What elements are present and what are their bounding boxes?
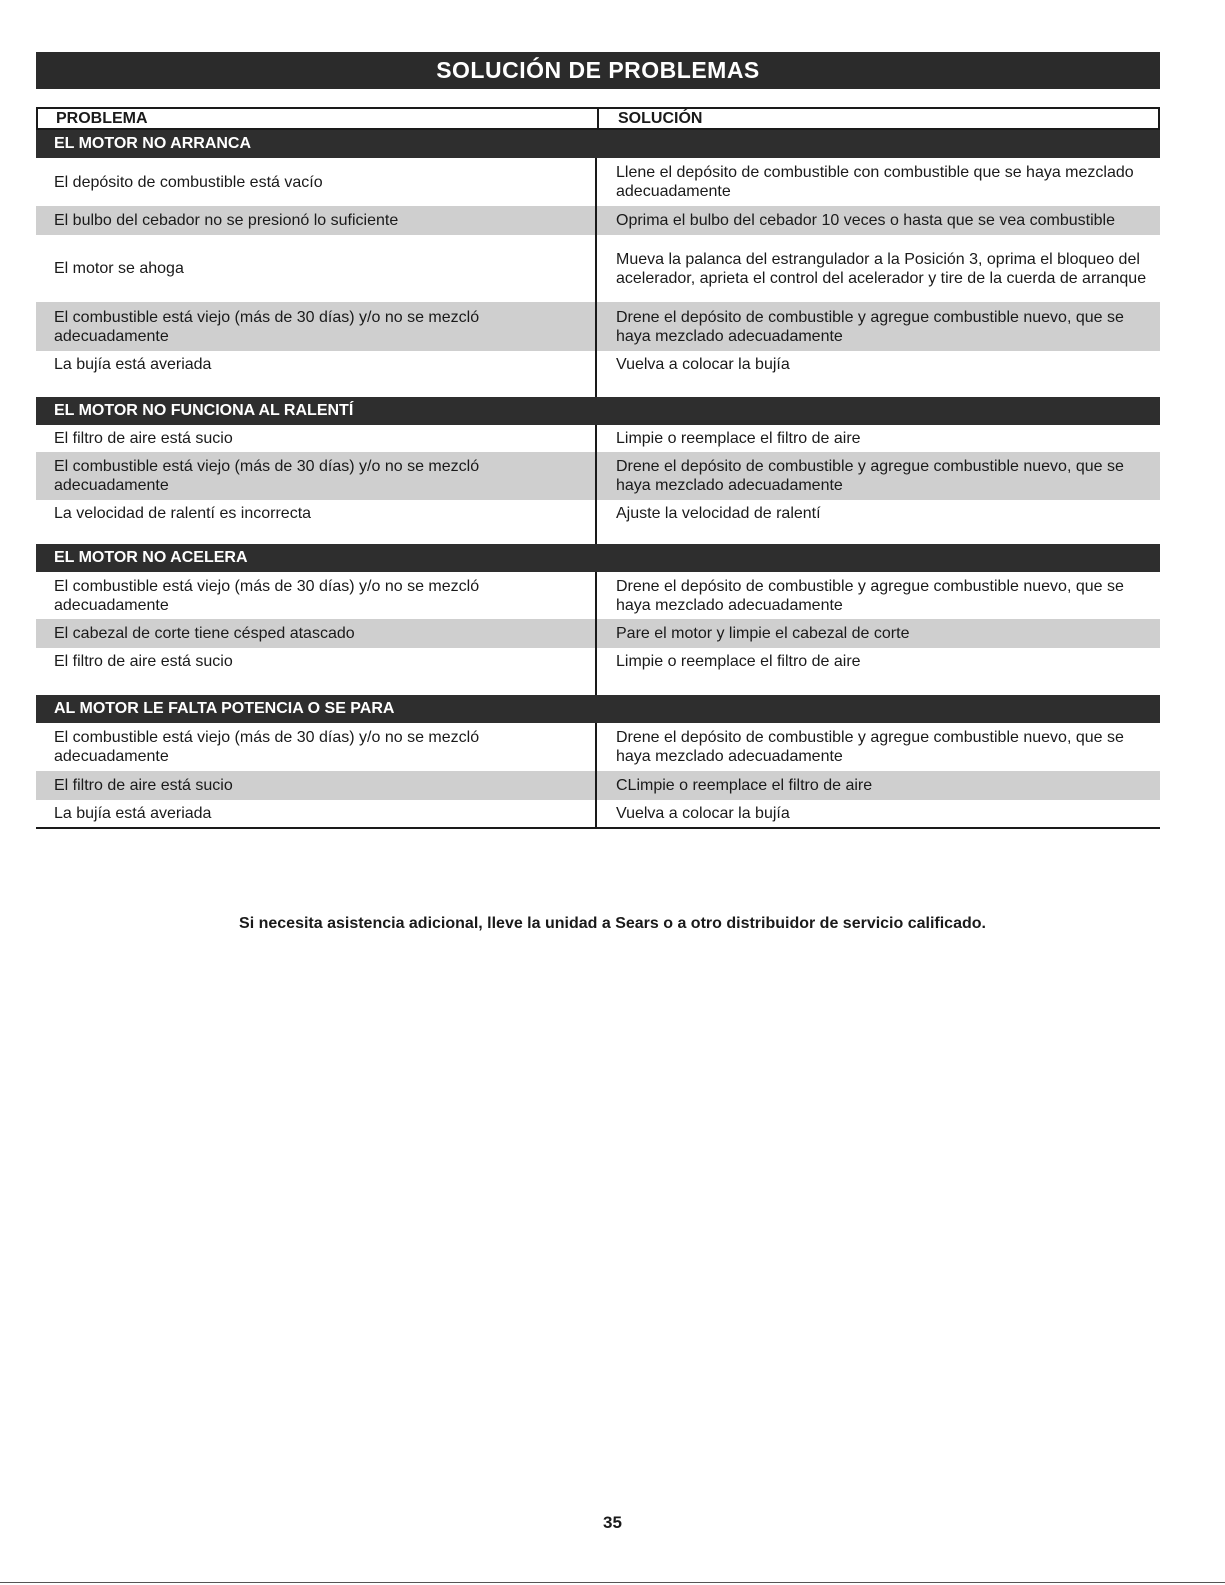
row-spacer <box>36 675 1160 695</box>
problem-cell: El combustible está viejo (más de 30 días) y/o no se mezcló adecuadamente <box>36 572 597 619</box>
problem-cell: El depósito de combustible está vacío <box>36 158 597 206</box>
table-row <box>36 302 1160 351</box>
table-row <box>36 158 1160 206</box>
table-row <box>36 351 1160 377</box>
column-header-solution: SOLUCIÓN <box>618 110 703 127</box>
solution-cell: CLimpie o reemplace el filtro de aire <box>616 777 873 794</box>
section-heading-no-acelera <box>36 544 1160 572</box>
table-row <box>36 723 1160 771</box>
section-heading-falta-potencia <box>36 695 1160 723</box>
page-number: 35 <box>603 1513 622 1532</box>
solution-cell: Drene el depósito de combustible y agregue combustible nuevo, que se haya mezclado adecuadamente <box>616 308 1124 345</box>
section-heading-text: EL MOTOR NO ACELERA <box>54 549 248 566</box>
problem-cell: El filtro de aire está sucio <box>36 425 597 452</box>
section-heading-text: EL MOTOR NO ARRANCA <box>54 135 252 152</box>
problem-cell: La bujía está averiada <box>36 800 597 827</box>
table-row <box>36 771 1160 800</box>
solution-cell: Drene el depósito de combustible y agregue combustible nuevo, que se haya mezclado adecuadamente <box>616 458 1124 494</box>
section-heading-text: AL MOTOR LE FALTA POTENCIA O SE PARA <box>54 700 395 717</box>
solution-cell: Vuelva a colocar la bujía <box>616 355 790 373</box>
table-row <box>36 619 1160 648</box>
column-header-problem: PROBLEMA <box>38 109 599 128</box>
table-row <box>36 452 1160 500</box>
assistance-note: Si necesita asistencia adicional, lleve la unidad a Sears o a otro distribuidor de servicio calificado. <box>239 915 986 932</box>
solution-cell: Pare el motor y limpie el cabezal de corte <box>616 625 910 642</box>
problem-cell: La bujía está averiada <box>36 351 597 377</box>
problem-cell: El motor se ahoga <box>36 235 597 302</box>
table-row <box>36 206 1160 235</box>
table-row <box>36 500 1160 527</box>
solution-cell: Ajuste la velocidad de ralentí <box>616 505 821 522</box>
problem-cell: El cabezal de corte tiene césped atascado <box>36 619 597 648</box>
solution-cell: Oprima el bulbo del cebador 10 veces o hasta que se vea combustible <box>616 212 1115 229</box>
table-row <box>36 648 1160 675</box>
section-heading-no-arranca <box>36 130 1160 158</box>
section-heading-no-ralenti <box>36 397 1160 425</box>
problem-cell: El filtro de aire está sucio <box>36 648 597 675</box>
section-heading-text: EL MOTOR NO FUNCIONA AL RALENTÍ <box>54 402 354 419</box>
solution-cell: Limpie o reemplace el filtro de aire <box>616 653 861 670</box>
solution-cell: Limpie o reemplace el filtro de aire <box>616 430 861 447</box>
solution-cell: Drene el depósito de combustible y agregue combustible nuevo, que se haya mezclado adecuadamente <box>616 729 1124 765</box>
solution-cell: Vuelva a colocar la bujía <box>616 805 790 822</box>
row-spacer <box>36 527 1160 544</box>
problem-cell: El filtro de aire está sucio <box>36 771 597 800</box>
solution-cell: Drene el depósito de combustible y agregue combustible nuevo, que se haya mezclado adecuadamente <box>616 577 1124 614</box>
table-row <box>36 425 1160 452</box>
solution-cell: Llene el depósito de combustible con combustible que se haya mezclado adecuadamente <box>616 164 1134 200</box>
solution-cell: Mueva la palanca del estrangulador a la Posición 3, oprima el bloqueo del acelerador, aprieta el control del acelerador y tire de la cuerda de arranque <box>616 250 1147 287</box>
table-row <box>36 235 1160 302</box>
table-row <box>36 800 1160 827</box>
problem-cell: El combustible está viejo (más de 30 días) y/o no se mezcló adecuadamente <box>36 452 597 500</box>
problem-cell: El bulbo del cebador no se presionó lo suficiente <box>36 206 597 235</box>
troubleshooting-table <box>36 107 1160 829</box>
row-spacer <box>36 377 1160 397</box>
table-header <box>36 107 1160 130</box>
page-bottom-rule <box>0 1582 1225 1583</box>
problem-cell: El combustible está viejo (más de 30 días) y/o no se mezcló adecuadamente <box>36 302 597 351</box>
problem-cell: El combustible está viejo (más de 30 días) y/o no se mezcló adecuadamente <box>36 723 597 771</box>
problem-cell: La velocidad de ralentí es incorrecta <box>36 500 597 527</box>
table-row <box>36 572 1160 619</box>
page-title: SOLUCIÓN DE PROBLEMAS <box>36 52 1160 89</box>
